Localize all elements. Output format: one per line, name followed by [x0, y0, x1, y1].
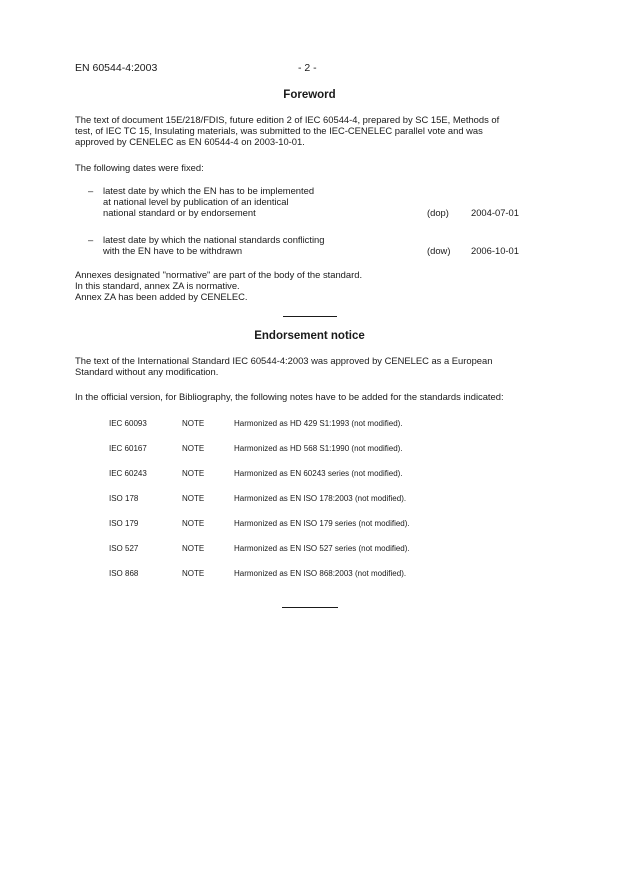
- list-dash: –: [88, 234, 94, 245]
- end-divider: [282, 607, 338, 608]
- endorsement-line: The text of the International Standard IEC 60544-4:2003 was approved by CENELEC as a European: [75, 355, 493, 366]
- note-label: NOTE: [182, 469, 205, 478]
- bibliography-note-row: [109, 469, 509, 481]
- date-value: 2006-10-01: [471, 245, 519, 256]
- date-description-line: latest date by which the national standards conflicting: [103, 234, 325, 245]
- standard-id: ISO 178: [109, 494, 139, 503]
- section-divider: [283, 316, 337, 317]
- standard-id: IEC 60167: [109, 444, 147, 453]
- document-id: EN 60544-4:2003: [75, 62, 158, 74]
- bibliography-note-row: [109, 544, 509, 556]
- endorsement-heading: Endorsement notice: [254, 330, 365, 342]
- foreword-heading: Foreword: [283, 89, 336, 101]
- note-text: Harmonized as HD 568 S1:1990 (not modified).: [234, 444, 403, 453]
- annex-line: Annex ZA has been added by CENELEC.: [75, 291, 248, 303]
- note-label: NOTE: [182, 544, 205, 553]
- date-code: (dow): [427, 245, 451, 256]
- list-dash: –: [88, 185, 94, 196]
- note-text: Harmonized as EN ISO 868:2003 (not modified).: [234, 569, 407, 578]
- foreword-intro-line: The text of document 15E/218/FDIS, future edition 2 of IEC 60544-4, prepared by SC 15E, Methods of: [75, 114, 500, 125]
- bibliography-note-row: [109, 494, 509, 506]
- standard-id: IEC 60093: [109, 419, 147, 428]
- foreword-intro-line: approved by CENELEC as EN 60544-4 on 2003-10-01.: [75, 136, 305, 148]
- date-code: (dop): [427, 207, 449, 218]
- date-description: [103, 234, 403, 256]
- standard-id: ISO 179: [109, 519, 139, 528]
- endorsement-line: Standard without any modification.: [75, 366, 219, 378]
- standard-id: ISO 527: [109, 544, 139, 553]
- note-text: Harmonized as EN ISO 178:2003 (not modified).: [234, 494, 407, 503]
- endorsement-body: [75, 355, 546, 377]
- note-label: NOTE: [182, 444, 205, 453]
- bibliography-note-row: [109, 569, 509, 581]
- standard-id: IEC 60243: [109, 469, 147, 478]
- date-description-line: national standard or by endorsement: [103, 207, 256, 219]
- foreword-intro-line: test, of IEC TC 15, Insulating materials, was submitted to the IEC-CENELEC parallel vote and was: [75, 125, 483, 137]
- date-description-line: latest date by which the EN has to be implemented: [103, 185, 315, 196]
- date-description: [103, 185, 403, 219]
- note-label: NOTE: [182, 419, 205, 428]
- standard-id: ISO 868: [109, 569, 139, 578]
- note-label: NOTE: [182, 494, 205, 503]
- annex-paragraph: [75, 269, 546, 303]
- bibliography-note-row: [109, 419, 509, 431]
- date-description-line: at national level by publication of an identical: [103, 196, 289, 208]
- annex-line: In this standard, annex ZA is normative.: [75, 280, 240, 292]
- bibliography-note-row: [109, 444, 509, 456]
- note-text: Harmonized as HD 429 S1:1993 (not modified).: [234, 419, 403, 428]
- note-label: NOTE: [182, 519, 205, 528]
- note-text: Harmonized as EN ISO 179 series (not modified).: [234, 519, 410, 528]
- note-text: Harmonized as EN ISO 527 series (not modified).: [234, 544, 410, 553]
- bibliography-note-row: [109, 519, 509, 531]
- bibliography-intro: In the official version, for Bibliography, the following notes have to be added for the standards indicated:: [75, 391, 504, 402]
- date-value: 2004-07-01: [471, 207, 519, 218]
- page-number: - 2 -: [298, 62, 317, 74]
- note-label: NOTE: [182, 569, 205, 578]
- foreword-intro-paragraph: [75, 114, 546, 148]
- date-description-line: with the EN have to be withdrawn: [103, 245, 243, 257]
- note-text: Harmonized as EN 60243 series (not modified).: [234, 469, 403, 478]
- annex-line: Annexes designated "normative" are part of the body of the standard.: [75, 269, 363, 280]
- dates-intro: The following dates were fixed:: [75, 162, 204, 173]
